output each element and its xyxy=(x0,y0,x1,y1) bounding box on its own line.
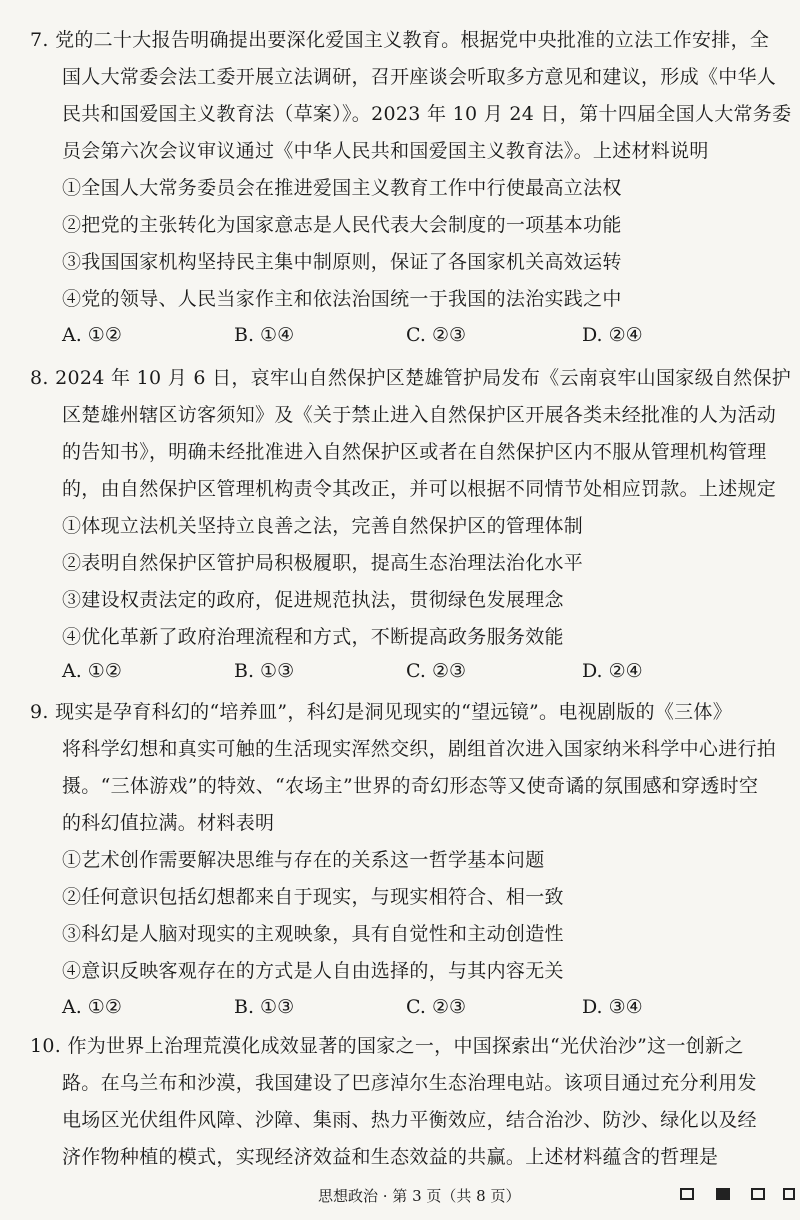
question-stem-line: 路。在乌兰布和沙漠，我国建设了巴彦淖尔生态治理电站。该项目通过充分利用发 xyxy=(62,1072,757,1094)
question-stem-line: 的，由自然保护区管理机构责令其改正，并可以根据不同情节处相应罚款。上述规定 xyxy=(62,478,777,500)
option-d[interactable]: D. ②④ xyxy=(582,324,643,346)
question-stem-line: 摄。“三体游戏”的特效、“农场主”世界的奇幻形态等又使奇谲的氛围感和穿透时空 xyxy=(62,775,759,797)
question-stem-line: 7. 党的二十大报告明确提出要深化爱国主义教育。根据党中央批准的立法工作安排，全 xyxy=(30,29,770,51)
question-stem-line: 电场区光伏组件风障、沙障、集雨、热力平衡效应，结合治沙、防沙、绿化以及经 xyxy=(62,1109,757,1131)
statement-4: ④意识反映客观存在的方式是人自由选择的，与其内容无关 xyxy=(62,960,564,982)
question-stem-line: 9. 现实是孕育科幻的“培养皿”，科幻是洞见现实的“望远镜”。电视剧版的《三体》 xyxy=(30,701,733,723)
question-stem-line: 民共和国爱国主义教育法（草案）》。2023 年 10 月 24 日，第十四届全国人大常务委 xyxy=(62,103,792,125)
square-mark-icon xyxy=(751,1188,765,1200)
square-mark-icon xyxy=(783,1188,795,1200)
question-stem-line: 员会第六次会议审议通过《中华人民共和国爱国主义教育法》。上述材料说明 xyxy=(62,140,709,162)
option-b[interactable]: B. ①③ xyxy=(234,996,295,1018)
option-a[interactable]: A. ①② xyxy=(62,324,122,346)
question-stem-line: 的告知书》，明确未经批准进入自然保护区或者在自然保护区内不服从管理机构管理 xyxy=(62,441,767,463)
option-c[interactable]: C. ②③ xyxy=(406,324,467,346)
question-stem-line: 济作物种植的模式，实现经济效益和生态效益的共赢。上述材料蕴含的哲理是 xyxy=(62,1146,719,1168)
page-number: 思想政治 · 第 3 页（共 8 页） xyxy=(318,1187,521,1205)
question-stem-line: 区楚雄州辖区访客须知》及《关于禁止进入自然保护区开展各类未经批准的人为活动 xyxy=(62,404,777,426)
option-a[interactable]: A. ①② xyxy=(62,996,122,1018)
page-footer xyxy=(0,1180,800,1210)
answer-options xyxy=(62,996,762,1020)
question-stem-line: 国人大常委会法工委开展立法调研，召开座谈会听取多方意见和建议，形成《中华人 xyxy=(62,66,777,88)
statement-4: ④优化革新了政府治理流程和方式，不断提高政务服务效能 xyxy=(62,626,564,648)
option-d[interactable]: D. ③④ xyxy=(582,996,643,1018)
statement-1: ①艺术创作需要解决思维与存在的关系这一哲学基本问题 xyxy=(62,849,545,871)
option-b[interactable]: B. ①③ xyxy=(234,660,295,682)
statement-4: ④党的领导、人民当家作主和依法治国统一于我国的法治实践之中 xyxy=(62,288,622,310)
option-c[interactable]: C. ②③ xyxy=(406,996,467,1018)
filled-square-mark-icon xyxy=(716,1188,730,1200)
option-b[interactable]: B. ①④ xyxy=(234,324,295,346)
option-a[interactable]: A. ①② xyxy=(62,660,122,682)
statement-3: ③我国国家机构坚持民主集中制原则，保证了各国家机关高效运转 xyxy=(62,251,622,273)
option-d[interactable]: D. ②④ xyxy=(582,660,643,682)
option-c[interactable]: C. ②③ xyxy=(406,660,467,682)
answer-options xyxy=(62,324,762,348)
question-stem-line: 10. 作为世界上治理荒漠化成效显著的国家之一，中国探索出“光伏治沙”这一创新之 xyxy=(30,1035,744,1057)
statement-2: ②表明自然保护区管护局积极履职，提高生态治理法治化水平 xyxy=(62,552,584,574)
question-stem-line: 的科幻值拉满。材料表明 xyxy=(62,812,275,834)
answer-options xyxy=(62,660,762,684)
square-mark-icon xyxy=(680,1188,694,1200)
statement-3: ③科幻是人脑对现实的主观映象，具有自觉性和主动创造性 xyxy=(62,923,564,945)
statement-2: ②把党的主张转化为国家意志是人民代表大会制度的一项基本功能 xyxy=(62,214,622,236)
statement-3: ③建设权责法定的政府，促进规范执法，贯彻绿色发展理念 xyxy=(62,589,564,611)
question-stem-line: 将科学幻想和真实可触的生活现实浑然交织，剧组首次进入国家纳米科学中心进行拍 xyxy=(62,738,777,760)
statement-1: ①全国人大常务委员会在推进爱国主义教育工作中行使最高立法权 xyxy=(62,177,622,199)
question-stem-line: 8. 2024 年 10 月 6 日，哀牢山自然保护区楚雄管护局发布《云南哀牢山国家级自然保护 xyxy=(30,367,792,389)
statement-1: ①体现立法机关坚持立良善之法，完善自然保护区的管理体制 xyxy=(62,515,584,537)
statement-2: ②任何意识包括幻想都来自于现实，与现实相符合、相一致 xyxy=(62,886,564,908)
